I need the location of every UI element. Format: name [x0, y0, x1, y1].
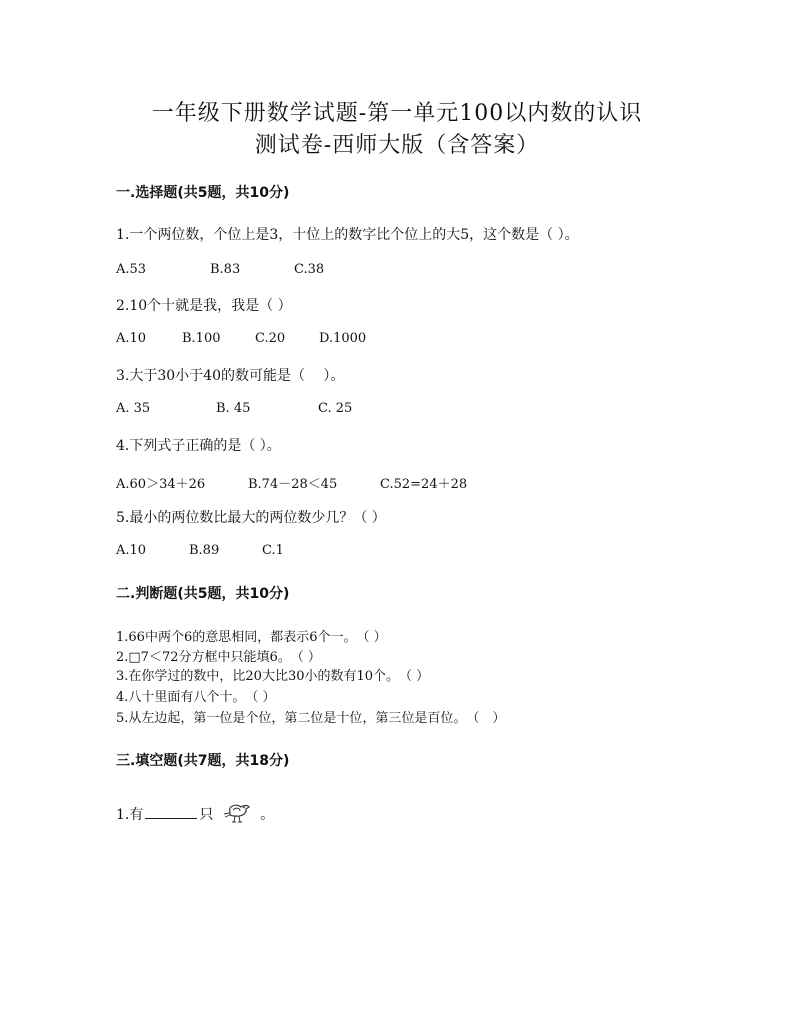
page-title-line2: 测试卷-西师大版（含答案） — [254, 133, 540, 158]
option-a[interactable]: A. 35 — [116, 401, 151, 416]
option-a[interactable]: A.10 — [116, 543, 147, 558]
option-c[interactable]: C.52=24＋28 — [380, 477, 468, 492]
option-b[interactable]: B.89 — [189, 543, 220, 558]
judge-question-1: 1.66中两个6的意思相同，都表示6个一。 （ ） — [116, 630, 387, 645]
question-1: 1.一个两位数，个位上是3，十位上的数字比个位上的大5，这个数是（ ）。 — [116, 227, 579, 243]
option-a[interactable]: A.10 — [116, 331, 147, 346]
judge-question-2: 2.□7＜72分方框中只能填6。 （ ） — [116, 650, 321, 665]
option-a[interactable]: A.53 — [116, 262, 147, 277]
answer-blank[interactable] — [145, 804, 197, 819]
option-c[interactable]: C. 25 — [318, 401, 353, 416]
question-2: 2.10个十就是我，我是（ ） — [116, 298, 292, 314]
fill-question-1 — [116, 800, 274, 830]
section-heading-choice: 一.选择题(共5题，共10分) — [116, 185, 290, 201]
option-b[interactable]: B.100 — [182, 331, 221, 346]
option-b[interactable]: B.74－28＜45 — [248, 477, 338, 492]
judge-question-4: 4.八十里面有八个十。 （ ） — [116, 690, 276, 705]
option-b[interactable]: B.83 — [210, 262, 241, 277]
question-5: 5.最小的两位数比最大的两位数少几？（ ） — [116, 510, 386, 526]
option-a[interactable]: A.60＞34＋26 — [116, 477, 206, 492]
option-b[interactable]: B. 45 — [216, 401, 251, 416]
section-heading-judge: 二.判断题(共5题，共10分) — [116, 586, 290, 602]
judge-question-3: 3.在你学过的数中，比20大比30小的数有10个。 （ ） — [116, 669, 430, 684]
section-heading-fill: 三.填空题(共7题，共18分) — [116, 753, 290, 769]
question-3: 3.大于30小于40的数可能是（ ）。 — [116, 368, 345, 384]
fill-q1-middle: 只 — [199, 807, 214, 823]
option-c[interactable]: C.38 — [294, 262, 325, 277]
judge-question-5: 5.从左边起，第一位是个位，第二位是十位，第三位是百位。 （ ） — [116, 711, 506, 726]
question-4: 4.下列式子正确的是（ ）。 — [116, 438, 281, 454]
page-title-line1: 一年级下册数学试题-第一单元100以内数的认识 — [151, 101, 643, 126]
fill-q1-suffix: 。 — [260, 807, 275, 823]
bird-icon — [222, 800, 252, 830]
option-c[interactable]: C.1 — [262, 543, 284, 558]
fill-q1-prefix: 1.有 — [116, 807, 144, 823]
option-d[interactable]: D.1000 — [319, 331, 367, 346]
option-c[interactable]: C.20 — [255, 331, 286, 346]
